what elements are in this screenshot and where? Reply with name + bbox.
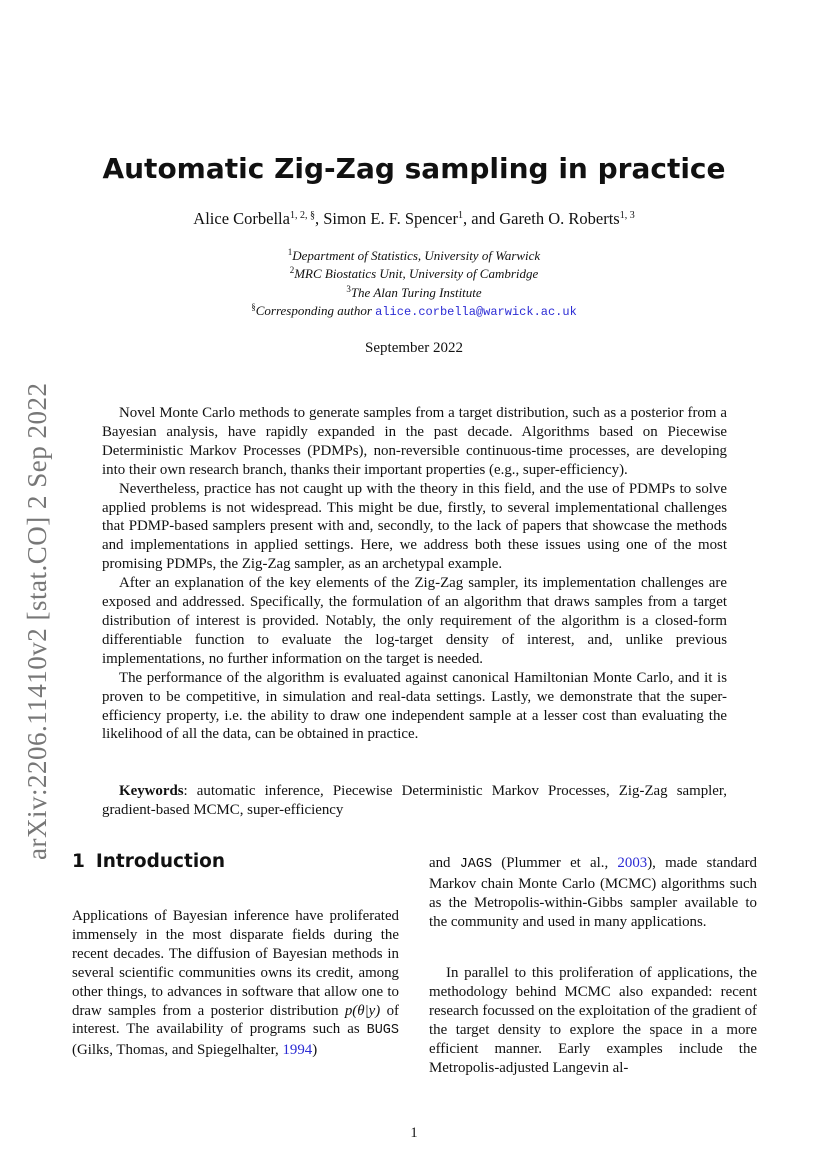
author-name: Gareth O. Roberts bbox=[499, 209, 620, 228]
affiliation-line bbox=[0, 282, 828, 300]
body-text: (Plummer et al., bbox=[492, 855, 618, 871]
body-text: ) bbox=[312, 1042, 318, 1059]
section-heading bbox=[72, 851, 225, 872]
email-link[interactable]: alice.corbella@warwick.ac.uk bbox=[375, 305, 577, 320]
affiliation-line bbox=[0, 263, 828, 281]
software-name: JAGS bbox=[459, 857, 493, 872]
abstract-paragraph: After an explanation of the key elements of the Zig-Zag sampler, its implementation challenges are exposed and addressed. Specifically, the formulation of an algorithm that draws samples from a target distribution of interest is provided. Notably, the only requirement of the algorithm is a closed-form differentiable function to evaluate the log-target density of interest, and, unlike previous implementations, no further information on the target is needed. bbox=[102, 575, 727, 667]
body-column-left bbox=[72, 907, 399, 1060]
affiliation-list bbox=[0, 245, 828, 321]
page-number: 1 bbox=[410, 1125, 418, 1141]
body-paragraph bbox=[72, 907, 399, 1060]
body-text: Applications of Bayesian inference have proliferated immensely in the most disparate fields during the recent decades. The diffusion of Bayesian methods in several scientific communities owns its credit, among other things, to advances in software that allow one to draw samples from a posterior distribution bbox=[72, 908, 399, 1019]
software-name: BUGS bbox=[366, 1023, 399, 1039]
keywords-label: Keywords bbox=[119, 783, 184, 799]
affiliation-line bbox=[0, 245, 828, 263]
body-column-right-top bbox=[429, 854, 757, 932]
author-name: Simon E. F. Spencer bbox=[323, 209, 458, 228]
body-paragraph: In parallel to this proliferation of applications, the methodology behind MCMC also expanded: recent research focussed on the exploitation of the gradient of the target density to explore the space in a more efficient manner. Early examples include the Metropolis-adjusted Langevin al- bbox=[429, 965, 757, 1076]
body-text: ), made standard Markov chain Monte Carlo (MCMC) algorithms such as the Metropolis-within-Gibbs sampler available to the community and used in many applications. bbox=[429, 855, 757, 930]
body-text: (Gilks, Thomas, and Spiegelhalter, bbox=[72, 1042, 283, 1059]
keywords bbox=[102, 782, 727, 820]
affiliation-mark: 1 bbox=[287, 247, 293, 257]
body-text: of interest. The availability of programs such as bbox=[72, 1002, 399, 1038]
corresponding-author-line bbox=[0, 300, 828, 320]
body-paragraph bbox=[429, 854, 757, 932]
corresponding-label: Corresponding author bbox=[255, 303, 376, 319]
publication-date: September 2022 bbox=[365, 340, 463, 356]
affiliation-mark: 3 bbox=[346, 283, 351, 294]
abstract-paragraph: The performance of the algorithm is evaluated against canonical Hamiltonian Monte Carlo, and it is proven to be competitive, in simulation and real-data settings. Lastly, we demonstrate that the super-efficiency property, i.e. the ability to draw one independent sample at a lesser cost than evaluating the likelihood of all the data, can be obtained in practice. bbox=[102, 669, 727, 743]
body-text: and bbox=[429, 855, 460, 871]
section-number: 1 bbox=[72, 851, 85, 872]
affiliation-text: Department of Statistics, University of Warwick bbox=[292, 248, 541, 263]
arxiv-identifier-stamp: arXiv:2206.11410v2 [stat.CO] 2 Sep 2022 bbox=[22, 382, 52, 860]
paper-title: Automatic Zig-Zag sampling in practice bbox=[102, 152, 726, 185]
author-list bbox=[0, 209, 828, 229]
abstract bbox=[102, 404, 727, 744]
citation-link[interactable]: 2003 bbox=[617, 855, 648, 871]
affiliation-text: MRC Biostatics Unit, University of Cambridge bbox=[294, 266, 539, 282]
affiliation-text: The Alan Turing Institute bbox=[350, 284, 482, 300]
corresponding-mark: § bbox=[251, 302, 256, 313]
abstract-paragraph: Nevertheless, practice has not caught up with the theory in this field, and the use of PDMPs to solve applied problems is not widespread. This might be due, firstly, to several implementational challenges that PDMP-based samplers present with and, secondly, to the lack of papers that showcase the methods and implementations in applied settings. Here, we address both these issues using one of the most promising PDMPs, the Zig-Zag sampler, as an archetypal example. bbox=[102, 480, 727, 573]
body-column-right-bottom bbox=[429, 964, 757, 1077]
author-separator: , bbox=[314, 209, 324, 228]
abstract-paragraph: Novel Monte Carlo methods to generate samples from a target distribution, such as a posterior from a Bayesian analysis, have rapidly expanded in the past decade. Algorithms based on Piecewise Deterministic Markov Processes (PDMPs), non-reversible continuous-time processes, are developing into their own research branch, thanks their important properties (e.g., super-efficiency). bbox=[102, 405, 727, 478]
author-name: Alice Corbella bbox=[193, 209, 290, 228]
author-separator: , and bbox=[463, 209, 500, 228]
author-affiliation-marks: 1 bbox=[458, 210, 463, 221]
author-affiliation-marks: 1, 3 bbox=[619, 210, 635, 221]
math-expression: p(θ|y) bbox=[344, 1002, 381, 1019]
keywords-text: : automatic inference, Piecewise Deterministic Markov Processes, Zig-Zag sampler, gradient-based MCMC, super-efficiency bbox=[102, 783, 727, 818]
section-title: Introduction bbox=[95, 851, 226, 872]
author-affiliation-marks: 1, 2, § bbox=[289, 210, 315, 221]
affiliation-mark: 2 bbox=[289, 265, 295, 276]
citation-link[interactable]: 1994 bbox=[282, 1042, 313, 1059]
